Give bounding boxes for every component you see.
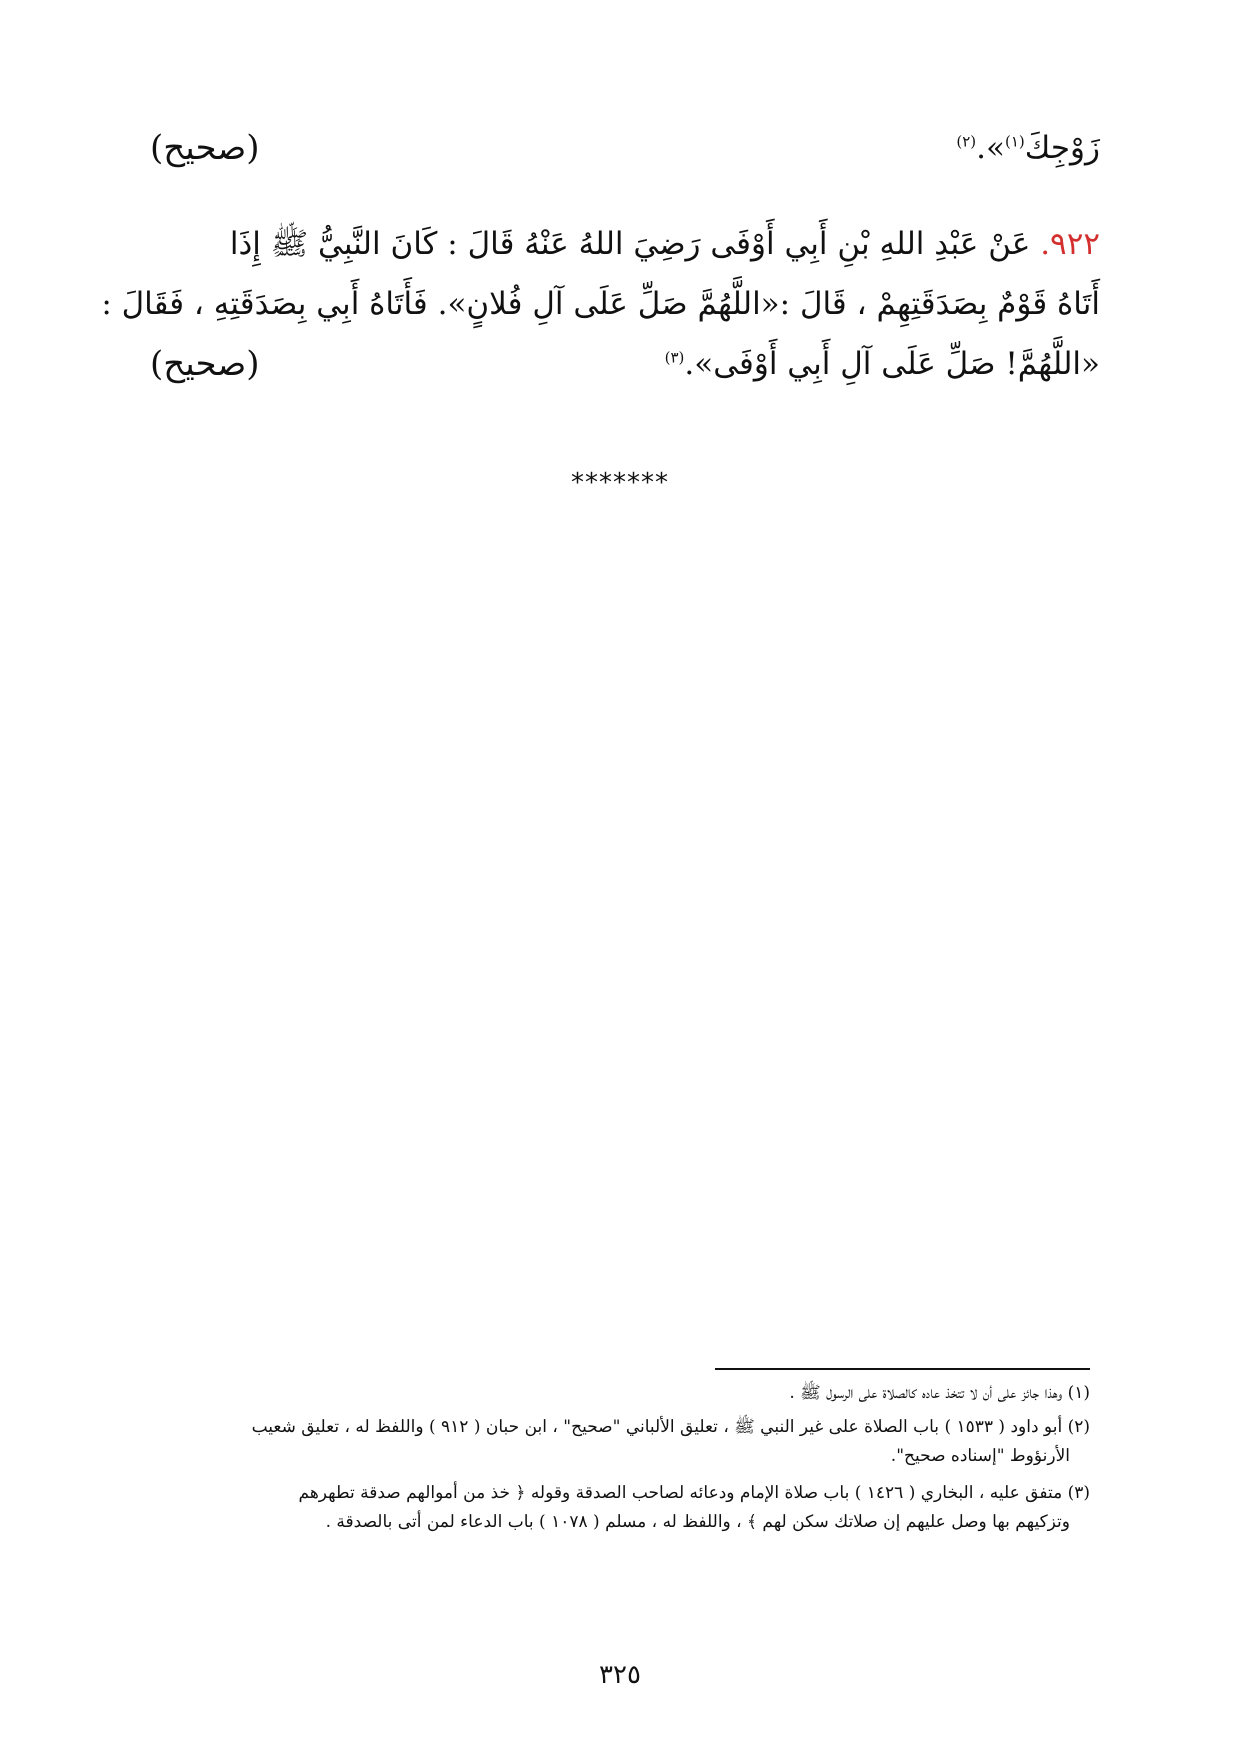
hadith-text-3: «اللَّهُمَّ! صَلِّ عَلَى آلِ أَبِي أَوْفَى». bbox=[684, 346, 1100, 382]
footnote-ref-3[interactable]: (٣) bbox=[664, 348, 685, 367]
grade-label: (صحيح) bbox=[150, 344, 260, 384]
page-number: ٣٢٥ bbox=[599, 1660, 641, 1690]
hadith-line-1 bbox=[140, 222, 1100, 266]
hadith-text-2: أَتَاهُ قَوْمٌ بِصَدَقَتِهِمْ ، قَالَ :«اللَّهُمَّ صَلِّ عَلَى آلِ فُلانٍ». فَأَتَاهُ أَبِي بِصَدَقَتِهِ ، فَقَالَ : bbox=[101, 286, 1100, 322]
footnote-separator bbox=[715, 1368, 1090, 1370]
hadith-line-3 bbox=[140, 342, 1100, 386]
footnote-3-continued: وتزكيهم بها وصل عليهم إن صلاتك سكن لهم ﴾ ، واللفظ له ، مسلم ( ١٠٧٨ ) باب الدعاء لمن أتى بالصدقة . bbox=[325, 1512, 1070, 1532]
hadith-line-2 bbox=[101, 282, 1100, 326]
hadith-text-1: عَنْ عَبْدِ اللهِ بْنِ أَبِي أَوْفَى رَضِيَ اللهُ عَنْهُ قَالَ : كَانَ النَّبِيُّ ﷺ إِذَا bbox=[229, 226, 1041, 262]
continuation-text: زَوْجِكَ bbox=[1024, 130, 1100, 166]
grade-label: (صحيح) bbox=[150, 128, 260, 168]
footnote-ref-1[interactable]: (١) bbox=[1004, 132, 1025, 151]
hadith-number: ٩٢٢. bbox=[1040, 226, 1100, 262]
footnote-2-continued: الأرنؤوط "إسناده صحيح". bbox=[890, 1446, 1070, 1466]
quote-close: ». bbox=[976, 130, 1005, 166]
continuation-line bbox=[140, 126, 1100, 170]
footnote-2: (٢) أبو داود ( ١٥٣٣ ) باب الصلاة على غير النبي ﷺ ، تعليق الألباني "صحيح" ، ابن حبان ( ٩١٢ ) واللفظ له ، تعليق شعيب bbox=[251, 1417, 1090, 1437]
footnote-1: (١) وهذا جائز على أن لا تتخذ عاده كالصلاة على الرسول ﷺ . bbox=[789, 1383, 1090, 1403]
section-separator-stars: ******* bbox=[571, 468, 669, 498]
footnote-ref-2[interactable]: (٢) bbox=[956, 132, 977, 151]
footnote-3: (٣) متفق عليه ، البخاري ( ١٤٢٦ ) باب صلاة الإمام ودعائه لصاحب الصدقة وقوله ﴿ خذ من أموالهم صدقة تطهرهم bbox=[298, 1483, 1090, 1503]
